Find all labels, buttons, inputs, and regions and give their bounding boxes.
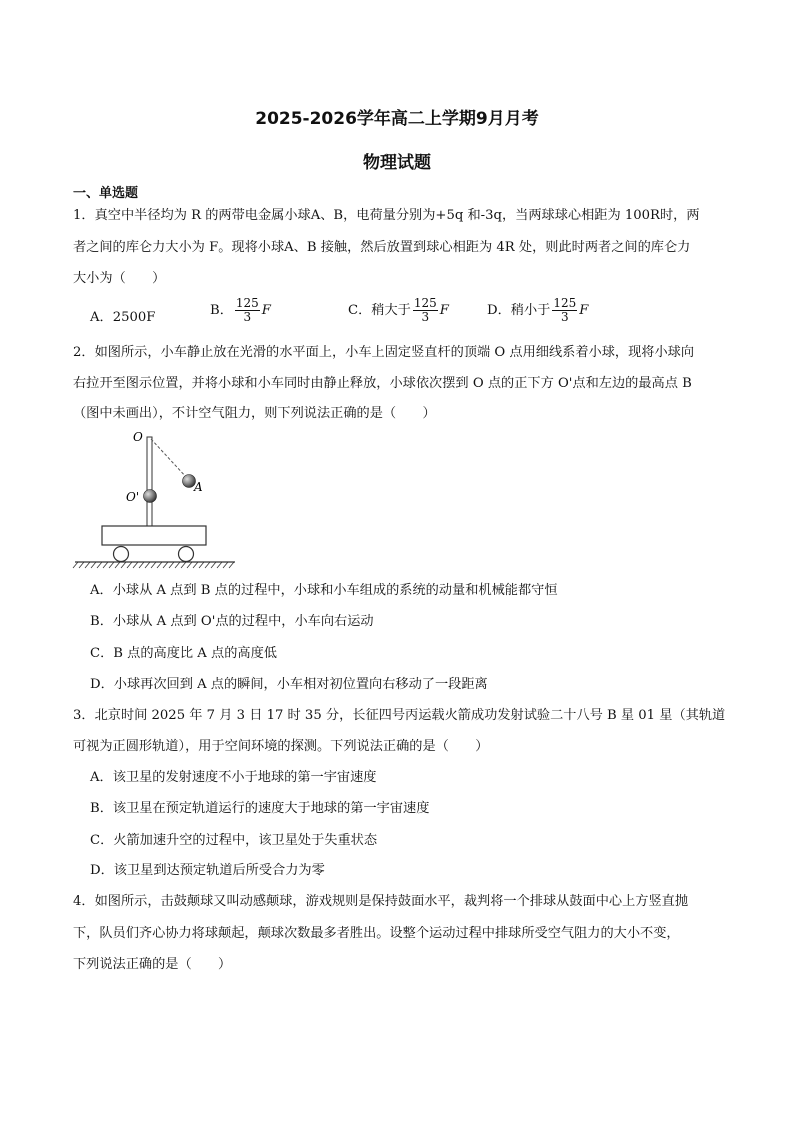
- q3-option-a: A．该卫星的发射速度不小于地球的第一宇宙速度: [90, 770, 377, 785]
- section-heading: 一、单选题: [73, 186, 139, 201]
- q1-option-a: A．2500F: [90, 310, 156, 325]
- q4-line1: 4．如图所示，击鼓颠球又叫动感颠球，游戏规则是保持鼓面水平，裁判将一个排球从鼓面中心上方竖直抛: [73, 894, 689, 909]
- q2-line3: （图中未画出），不计空气阻力，则下列说法正确的是（ ）: [73, 406, 436, 421]
- q3-option-d: D．该卫星到达预定轨道后所受合力为零: [90, 863, 325, 878]
- q2-option-d: D．小球再次回到 A 点的瞬间，小车相对初位置向右移动了一段距离: [90, 677, 488, 692]
- q3-line2: 可视为正圆形轨道），用于空间环境的探测。下列说法正确的是（ ）: [73, 739, 489, 754]
- vertical-pole: [147, 437, 152, 527]
- q1-line3: 大小为（ ）: [73, 271, 166, 286]
- dashed-string: [151, 439, 187, 478]
- q2-line2: 右拉开至图示位置，并将小球和小车同时由静止释放，小球依次摆到 O 点的正下方 O'点和左边的最高点 B: [73, 376, 692, 391]
- cart-wheel-left: [114, 547, 129, 562]
- cart-pendulum-figure: [70, 428, 250, 573]
- exam-title: 2025-2026学年高二上学期9月月考: [255, 109, 539, 129]
- q1-option-d: D．稍小于 $\frac{125}{3}$ F: [487, 296, 589, 324]
- label-a: A: [194, 480, 203, 494]
- q4-line2: 下，队员们齐心协力将球颠起，颠球次数最多者胜出。设整个运动过程中排球所受空气阻力的大小不变，: [73, 926, 680, 941]
- q4-line3: 下列说法正确的是（ ）: [73, 957, 232, 972]
- label-o-prime: O': [126, 490, 140, 504]
- cart-wheel-right: [179, 547, 194, 562]
- q2-line1: 2．如图所示，小车静止放在光滑的水平面上，小车上固定竖直杆的顶端 O 点用细线系着小球，现将小球向: [73, 345, 695, 360]
- q1-option-c: C．稍大于 $\frac{125}{3}$ F: [348, 296, 449, 324]
- q3-option-b: B．该卫星在预定轨道运行的速度大于地球的第一宇宙速度: [90, 801, 430, 816]
- q3-option-c: C．火箭加速升空的过程中，该卫星处于失重状态: [90, 833, 378, 848]
- q2-option-c: C．B 点的高度比 A 点的高度低: [90, 646, 277, 661]
- q1-option-b: B． $\frac{125}{3}$ F: [210, 296, 271, 324]
- exam-subtitle: 物理试题: [363, 153, 431, 173]
- q3-line1: 3．北京时间 2025 年 7 月 3 日 17 时 35 分，长征四号丙运载火箭成功发射试验二十八号 B 星 01 星（其轨道: [73, 708, 726, 723]
- q2-option-b: B．小球从 A 点到 O'点的过程中，小车向右运动: [90, 614, 374, 629]
- label-o: O: [133, 430, 143, 444]
- q2-option-a: A．小球从 A 点到 B 点的过程中，小球和小车组成的系统的动量和机械能都守恒: [90, 583, 558, 598]
- ball-at-o-prime: [144, 490, 157, 503]
- q1-line2: 者之间的库仑力大小为 F。现将小球A、B 接触，然后放置到球心相距为 4R 处，则此时两者之间的库仑力: [73, 240, 691, 255]
- q1-line1: 1．真空中半径均为 R 的两带电金属小球A、B，电荷量分别为+5q 和-3q，当两球球心相距为 100R时，两: [73, 208, 700, 223]
- ground-hatching: [73, 562, 234, 568]
- cart-body: [102, 526, 206, 545]
